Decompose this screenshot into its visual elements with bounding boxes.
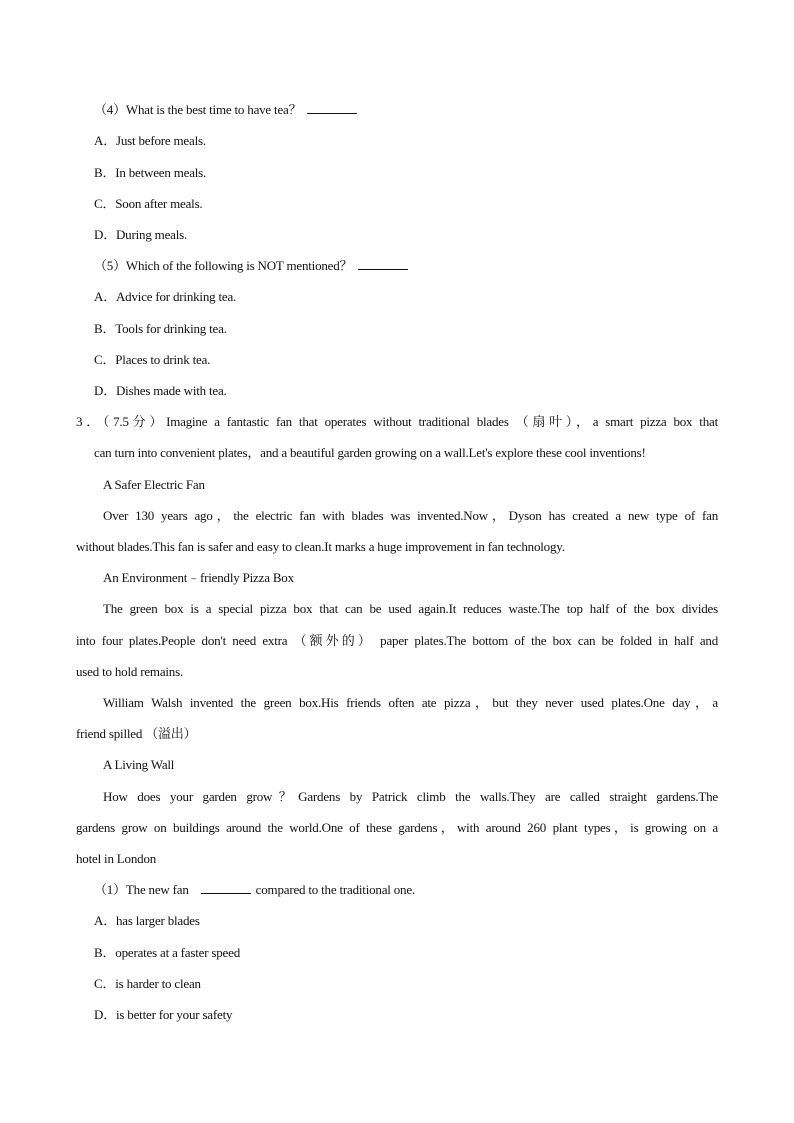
question-4-stem: （4）What is the best time to have tea？ — [94, 102, 357, 118]
paragraph-line: The green box is a special pizza box that can be used again.It reduces waste.The top half of the box divides — [103, 601, 718, 616]
option-b[interactable]: B．Tools for drinking tea. — [94, 321, 227, 336]
section-heading: A Living Wall — [103, 757, 175, 772]
option-a[interactable]: A．has larger blades — [94, 913, 200, 928]
paragraph-line: How does your garden grow？Gardens by Patrick climb the walls.They are called straight gardens.The — [103, 789, 718, 804]
option-a[interactable]: A．Advice for drinking tea. — [94, 289, 237, 304]
option-b[interactable]: B．In between meals. — [94, 165, 207, 180]
answer-blank[interactable] — [307, 102, 357, 114]
paragraph-line: into four plates.People don't need extra （额外的） paper plates.The bottom of the box can be folded in half and — [76, 633, 718, 648]
section-heading: An Environment﹣friendly Pizza Box — [103, 570, 294, 585]
answer-blank[interactable] — [358, 258, 408, 270]
paragraph-line: without blades.This fan is safer and easy to clean.It marks a huge improvement in fan technology. — [76, 539, 565, 554]
question-5-stem: （5）Which of the following is NOT mentioned？ — [94, 258, 408, 274]
paragraph-line: gardens grow on buildings around the world.One of these gardens，with around 260 plant types，is growing on a — [76, 820, 718, 835]
option-d[interactable]: D．is better for your safety — [94, 1007, 233, 1022]
paragraph-line: friend spilled （溢出） — [76, 726, 197, 741]
option-b[interactable]: B．operates at a faster speed — [94, 945, 241, 960]
question-3-intro: 3．（7.5分）Imagine a fantastic fan that operates without traditional blades （扇叶），a smart pizza box that — [76, 414, 718, 429]
option-a[interactable]: A．Just before meals. — [94, 133, 206, 148]
paragraph-line: Over 130 years ago，the electric fan with blades was invented.Now，Dyson has created a new type of fan — [103, 508, 718, 523]
option-d[interactable]: D．During meals. — [94, 227, 188, 242]
paragraph-line: used to hold remains. — [76, 664, 184, 679]
paragraph-line: William Walsh invented the green box.His friends often ate pizza，but they never used plates.One day，a — [103, 695, 718, 710]
option-c[interactable]: C．Places to drink tea. — [94, 352, 211, 367]
paragraph-line: hotel in London — [76, 851, 157, 866]
option-c[interactable]: C．Soon after meals. — [94, 196, 203, 211]
option-d[interactable]: D．Dishes made with tea. — [94, 383, 227, 398]
sub-question-1-stem: （1）The new fan compared to the traditional one. — [94, 882, 415, 897]
question-3-intro-cont: can turn into convenient plates，and a beautiful garden growing on a wall.Let's explore these cool inventions! — [94, 445, 646, 460]
answer-blank[interactable] — [201, 882, 251, 894]
section-heading: A Safer Electric Fan — [103, 477, 205, 492]
option-c[interactable]: C．is harder to clean — [94, 976, 201, 991]
